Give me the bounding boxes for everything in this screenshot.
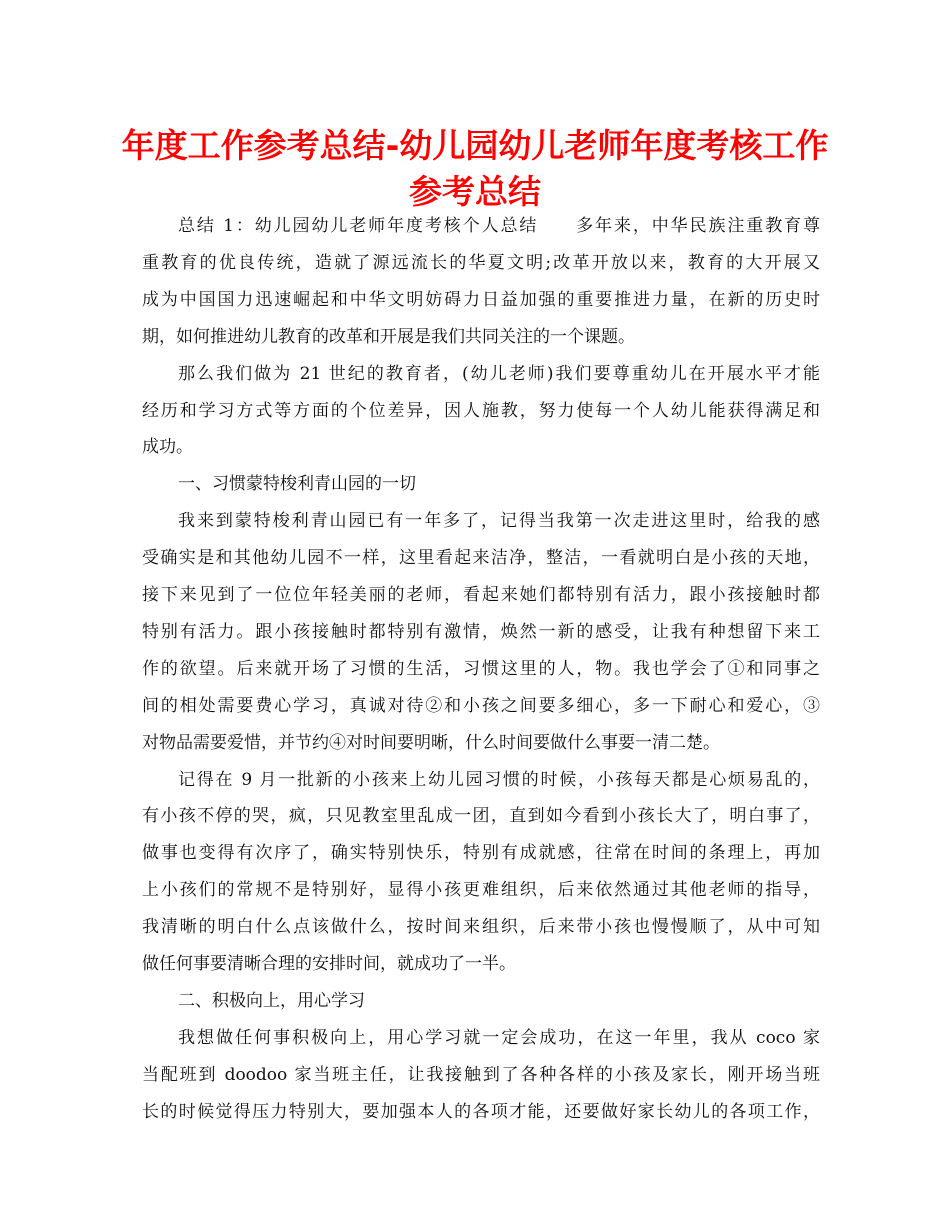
body-text-line: 一、习惯蒙特梭利青山园的一切 — [178, 474, 416, 495]
document-title-line-1: 年度工作参考总结-幼儿园幼儿老师年度考核工作 — [121, 126, 829, 165]
body-text-line: 我来到蒙特梭利青山园已有一年多了，记得当我第一次走进这里时，给我的感 — [178, 511, 820, 532]
body-text-line: 成功。 — [142, 437, 193, 458]
body-text-line: 受确实是和其他幼儿园不一样，这里看起来洁净，整洁，一看就明白是小孩的天地， — [142, 548, 820, 569]
body-text-line: 我清晰的明白什么点该做什么，按时间来组织，后来带小孩也慢慢顺了，从中可知 — [142, 917, 820, 938]
body-text-line: 上小孩们的常规不是特别好，显得小孩更难组织，后来依然通过其他老师的指导， — [142, 880, 820, 901]
body-text-line: 特别有活力。跟小孩接触时都特别有激情，焕然一新的感受，让我有种想留下来工 — [142, 621, 820, 642]
body-text-line: 重教育的优良传统，造就了源远流长的华夏文明;改革开放以来，教育的大开展又 — [142, 252, 820, 273]
body-text-line: 对物品需要爱惜，并节约④对时间要明晰，什么时间要做什么事要一清二楚。 — [142, 732, 720, 753]
body-text-line: 经历和学习方式等方面的个位差异，因人施教，努力使每一个人幼儿能获得满足和 — [142, 400, 820, 421]
body-text-line: 做任何事要清晰合理的安排时间，就成功了一半。 — [142, 954, 516, 974]
body-text-line: 期，如何推进幼儿教育的改革和开展是我们共同关注的一个课题。 — [142, 326, 635, 347]
body-text-line: 二、积极向上，用心学习 — [178, 990, 365, 1011]
body-text-line: 接下来见到了一位位年轻美丽的老师，看起来她们都特别有活力，跟小孩接触时都 — [142, 585, 820, 605]
body-text-line: 那么我们做为 21 世纪的教育者，(幼儿老师)我们要尊重幼儿在开展水平才能 — [178, 363, 820, 384]
body-text-line: 间的相处需要费心学习，真诚对待②和小孩之间要多细心，多一下耐心和爱心，③ — [142, 695, 820, 716]
body-text-line: 成为中国国力迅速崛起和中华文明妨碍力日益加强的重要推进力量，在新的历史时 — [142, 289, 820, 310]
body-text-line: 做事也变得有次序了，确实特别快乐，特别有成就感，往常在时间的条理上，再加 — [142, 843, 820, 864]
body-text-line: 作的欲望。后来就开场了习惯的生活，习惯这里的人，物。我也学会了①和同事之 — [142, 658, 820, 679]
body-text-line: 当配班到 doodoo 家当班主任，让我接触到了各种各样的小孩及家长，刚开场当班 — [142, 1064, 820, 1085]
body-text-line: 长的时候觉得压力特别大，要加强本人的各项才能，还要做好家长幼儿的各项工作， — [142, 1101, 820, 1122]
document-title-line-2: 参考总结 — [409, 172, 541, 211]
body-text-line: 有小孩不停的哭，疯，只见教室里乱成一团，直到如今看到小孩长大了，明白事了， — [142, 806, 820, 827]
body-text-line: 我想做任何事积极向上，用心学习就一定会成功，在这一年里，我从 coco 家 — [178, 1027, 820, 1048]
body-text-line: 总结 1：幼儿园幼儿老师年度考核个人总结 多年来，中华民族注重教育尊 — [178, 216, 820, 236]
body-text-line: 记得在 9 月一批新的小孩来上幼儿园习惯的时候，小孩每天都是心烦易乱的， — [178, 769, 820, 790]
